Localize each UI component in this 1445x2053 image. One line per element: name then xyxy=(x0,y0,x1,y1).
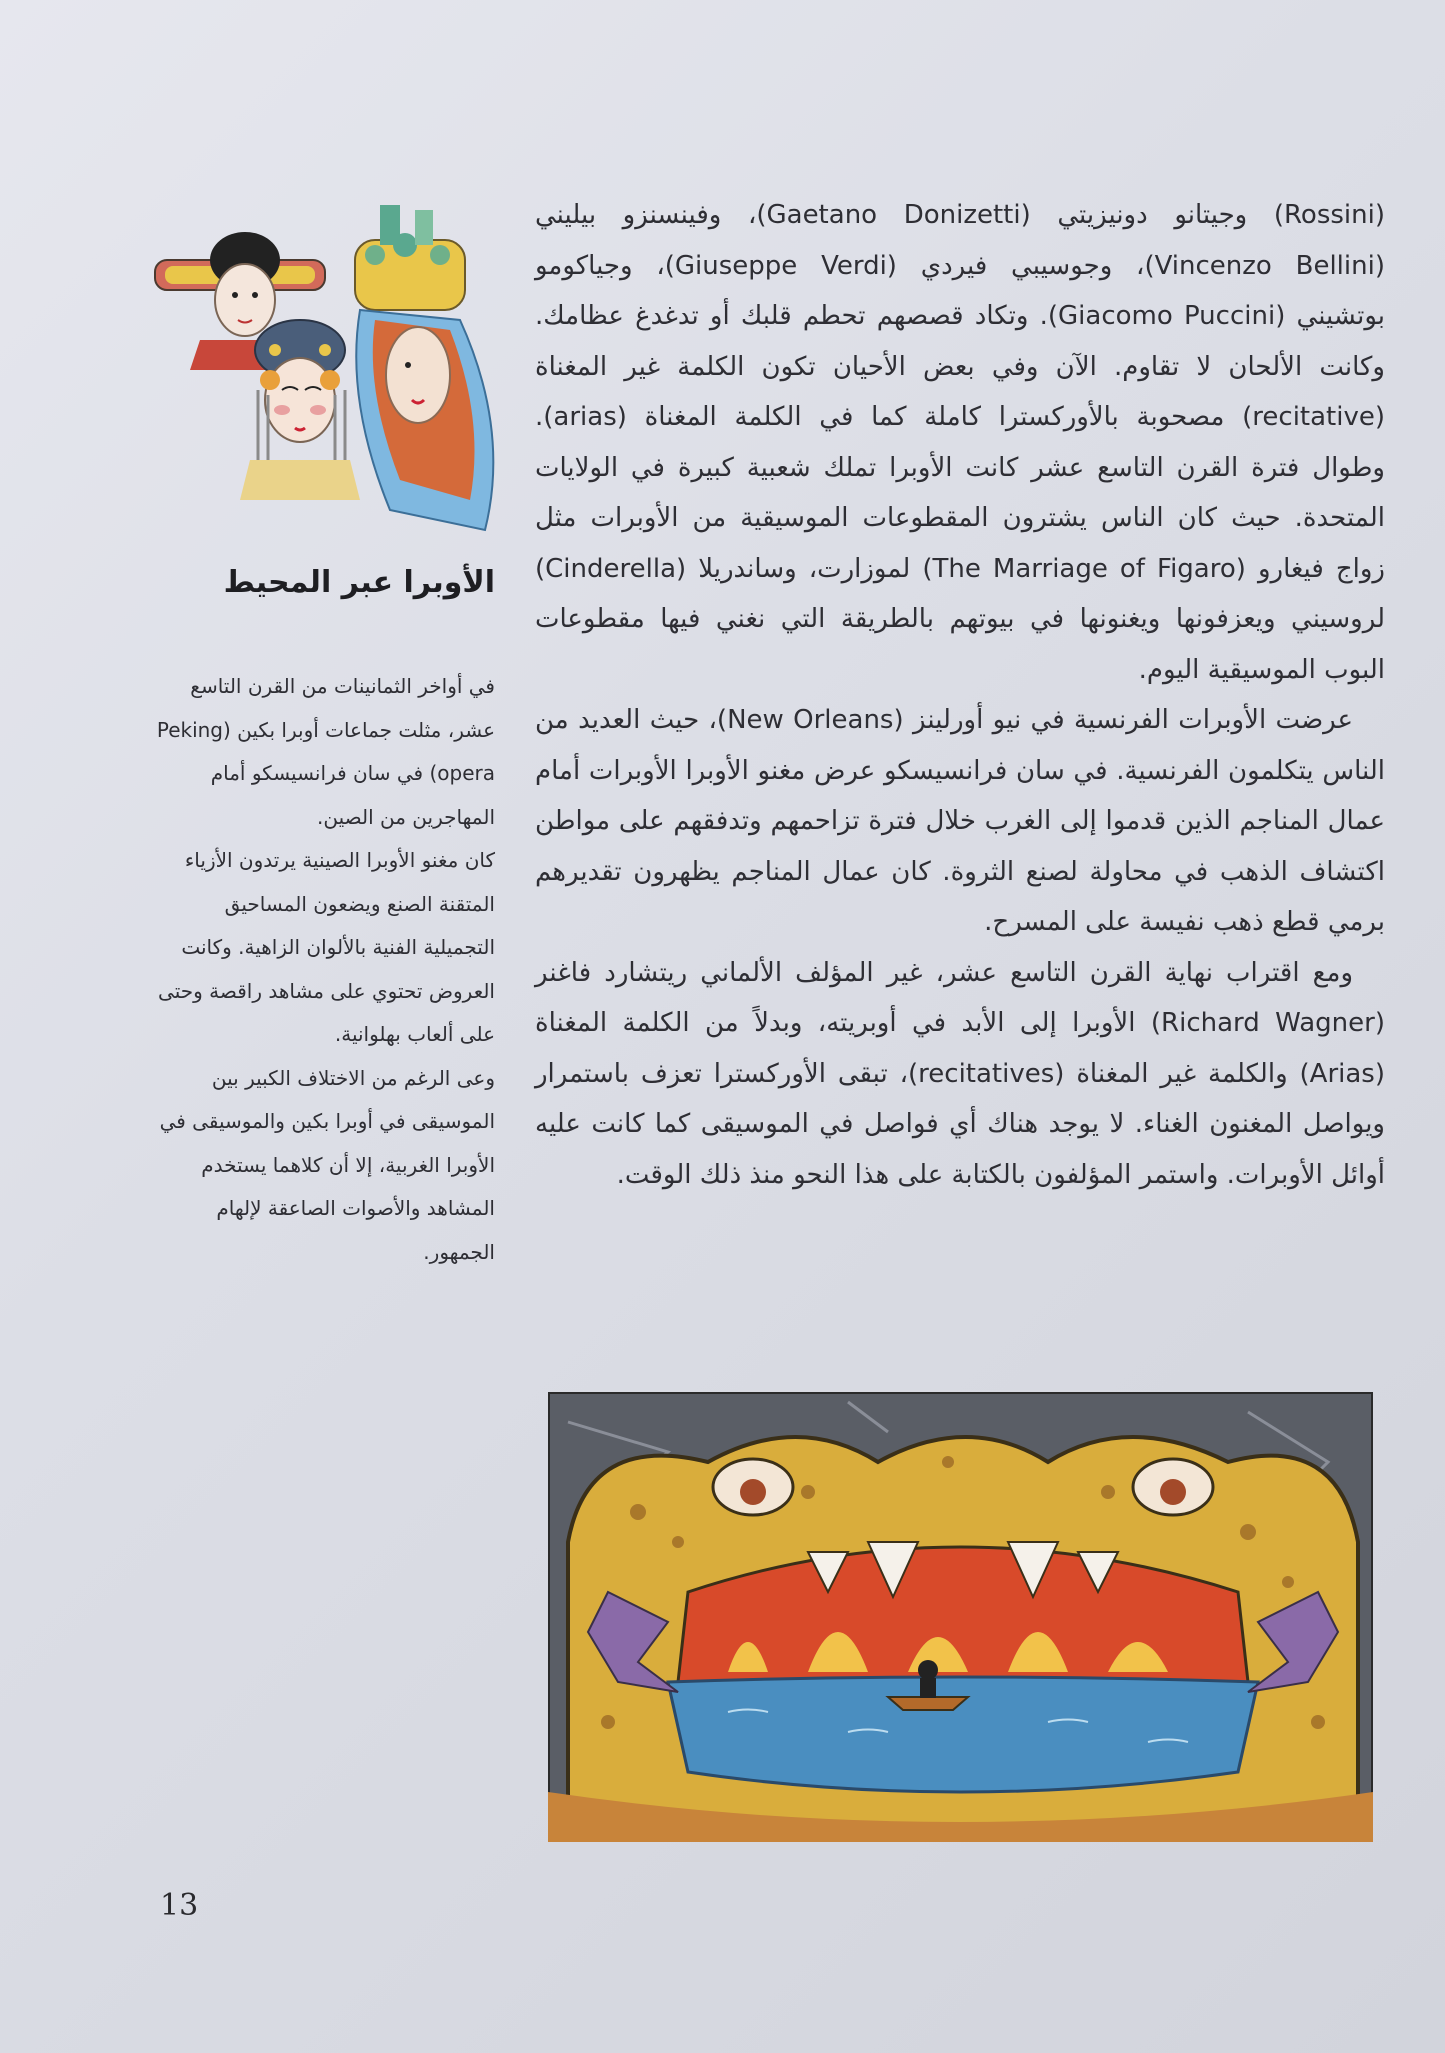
main-paragraph: عرضت الأوبرات الفرنسية في نيو أورلينز (New Orleans)، حيث العديد من الناس يتكلمون الفرنسية. في سان فرانسيسكو عرض مغنو الأوبرا الأوبرات أمام عمال المناجم الذين قدموا إلى الغرب خلال فترة تزاحمهم وتدفقهم على مواطن اكتشاف الذهب في محاولة لصنع الثروة. كان عمال المناجم يظهرون تقديرهم برمي قطع ذهب نفيسة على المسرح. xyxy=(535,705,1385,937)
sidebar-column xyxy=(150,665,495,1274)
sidebar-title: الأوبرا عبر المحيط xyxy=(223,565,495,600)
sidebar-paragraph: كان مغنو الأوبرا الصينية يرتدون الأزياء المتقنة الصنع ويضعون المساحيق التجميلية الفنية بالألوان الزاهية. وكانت العروض تحتوي على مشاهد راقصة وحتى على ألعاب بهلوانية. xyxy=(158,848,495,1046)
peking-opera-illustration xyxy=(150,200,525,540)
opera-stage-illustration xyxy=(548,1392,1373,1842)
page-number: 13 xyxy=(160,1888,199,1923)
headdress xyxy=(355,205,465,310)
main-paragraph: (Rossini) وجيتانو دونيزيتي (Gaetano Donizetti)، وفينسنزو بيليني (Vincenzo Bellini)، وجوسيبي فيردي (Giuseppe Verdi)، وجياكومو بوتشيني (Giacomo Puccini). وتكاد قصصهم تحطم قلبك أو تدغدغ عظامك. وكانت الألحان لا تقاوم. الآن وفي بعض الأحيان تكون الكلمة غير المغناة (recitative) مصحوبة بالأوركسترا كاملة كما في الكلمة المغناة (arias). وطوال فترة القرن التاسع عشر كانت الأوبرا تملك شعبية كبيرة في الولايات المتحدة. حيث كان الناس يشترون المقطوعات الموسيقية من الأوبرات مثل زواج فيغارو (The Marriage of Figaro) لموزارت، وساندريلا (Cinderella) لروسيني ويعزفونها ويغنونها في بيوتهم بالطريقة التي نغني فيها مقطوعات البوب الموسيقية اليوم. xyxy=(535,200,1385,685)
water xyxy=(668,1677,1258,1792)
sidebar-paragraph: وعى الرغم من الاختلاف الكبير بين الموسيقى في أوبرا بكين والموسيقى في الأوبرا الغربية، إلا أن كلاهما يستخدم المشاهد والأصوات الصاعقة لإلهام الجمهور. xyxy=(159,1065,495,1264)
main-paragraph: ومع اقتراب نهاية القرن التاسع عشر، غير المؤلف الألماني ريتشارد فاغنر (Richard Wagner) الأوبرا إلى الأبد في أوبريته، وبدلاً من الكلمة المغناة (Arias) والكلمة غير المغناة (recitatives)، تبقى الأوركسترا تعزف باستمرار ويواصل المغنون الغناء. لا يوجد هناك أي فواصل في الموسيقى كما كانت عليه أوائل الأوبرات. واستمر المؤلفون بالكتابة على هذا النحو منذ ذلك الوقت. xyxy=(535,957,1385,1190)
sidebar-paragraph: في أواخر الثمانينات من القرن التاسع عشر، مثلت جماعات أوبرا بكين (Peking opera) في سان فرانسيسكو أمام المهاجرين من الصين. xyxy=(156,674,495,829)
main-text-column xyxy=(535,190,1385,1200)
